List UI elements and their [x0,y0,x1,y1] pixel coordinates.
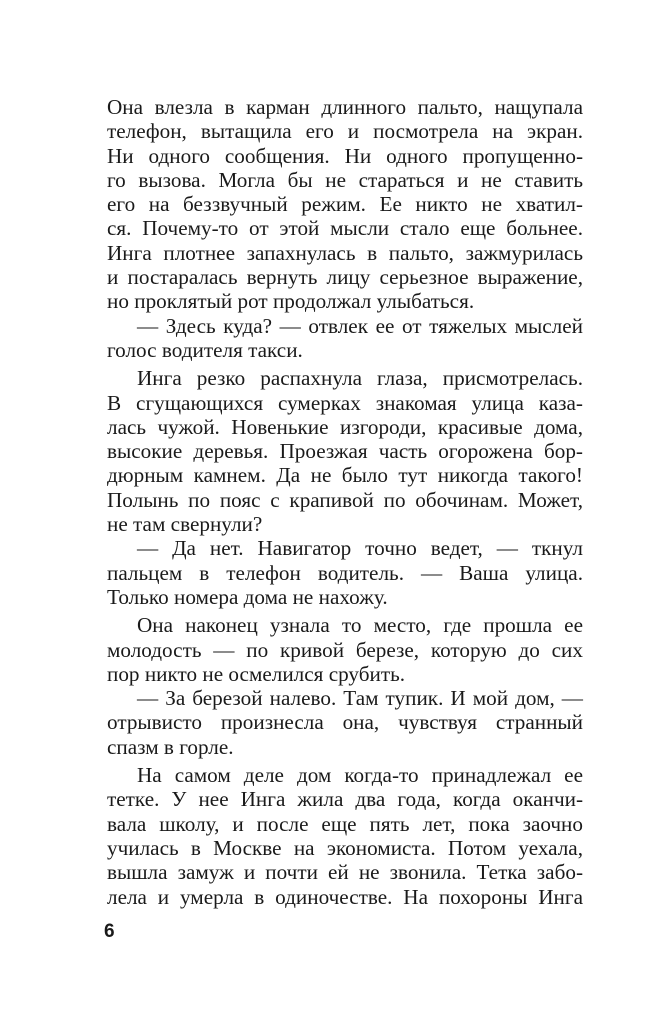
text-line: тетке. У нее Инга жила два года, когда оканчи- [107,787,583,812]
text-line: В сгущающихся сумерках знакомая улица каза- [107,390,583,415]
text-line: — Да нет. Навигатор точно ведет, — ткнул [137,536,583,561]
text-line: Только номера дома не нахожу. [107,584,388,609]
text-line: но проклятый рот продолжал улыбаться. [107,289,475,314]
text-line: спазм в горле. [107,734,234,759]
paragraph [107,95,583,314]
text-line: телефон, вытащила его и посмотрела на экран. [107,119,583,144]
text-line: го вызова. Могла бы не стараться и не ставить [107,167,583,192]
page-number: 6 [104,921,115,942]
text-line: ся. Почему-то от этой мысли стало еще больнее. [107,216,583,241]
paragraph [107,366,583,536]
paragraph [107,686,583,759]
text-line: голос водителя такси. [107,337,303,362]
text-line: вала школу, и после еще пять лет, пока заочно [107,811,583,836]
text-line: Она влезла в карман длинного пальто, нащупала [107,95,583,119]
text-line: Ни одного сообщения. Ни одного пропущенно- [107,143,583,168]
body-text [107,95,583,909]
text-line: — Здесь куда? — отвлек ее от тяжелых мыслей [137,313,583,338]
paragraph [107,763,583,909]
text-line: Полынь по пояс с крапивой по обочинам. Может, [107,487,583,512]
text-line: отрывисто произнесла она, чувствуя странный [107,710,583,735]
text-line: пор никто не осмелился срубить. [107,661,406,686]
text-line: его на беззвучный режим. Ее никто не хватил- [107,192,583,217]
text-line: дюрным камнем. Да не было тут никогда такого! [107,463,583,488]
text-line: вышла замуж и почти ей не звонила. Тетка забо- [107,860,583,885]
text-line: На самом деле дом когда-то принадлежал ее [137,763,583,788]
paragraph [107,613,583,686]
paragraph [107,536,583,609]
text-line: Она наконец узнала то место, где прошла ее [137,613,583,638]
text-line: молодость — по кривой березе, которую до сих [107,637,583,662]
text-line: высокие деревья. Проезжая часть огорожена бор- [107,439,583,464]
text-line: пальцем в телефон водитель. — Ваша улица. [107,560,583,585]
text-line: не там свернули? [107,512,263,537]
text-line: лась чужой. Новенькие изгороди, красивые дома, [107,414,583,439]
text-line: — За березой налево. Там тупик. И мой дом, — [137,686,583,711]
text-line: и постаралась вернуть лицу серьезное выражение, [107,265,583,290]
text-line: лела и умерла в одиночестве. На похороны Инга [107,884,583,909]
text-line: Инга резко распахнула глаза, присмотрелась. [137,366,583,391]
text-line: училась в Москве на экономиста. Потом уехала, [107,835,583,860]
paragraph [107,314,583,363]
text-line: Инга плотнее запахнулась в пальто, зажмурилась [107,240,583,265]
